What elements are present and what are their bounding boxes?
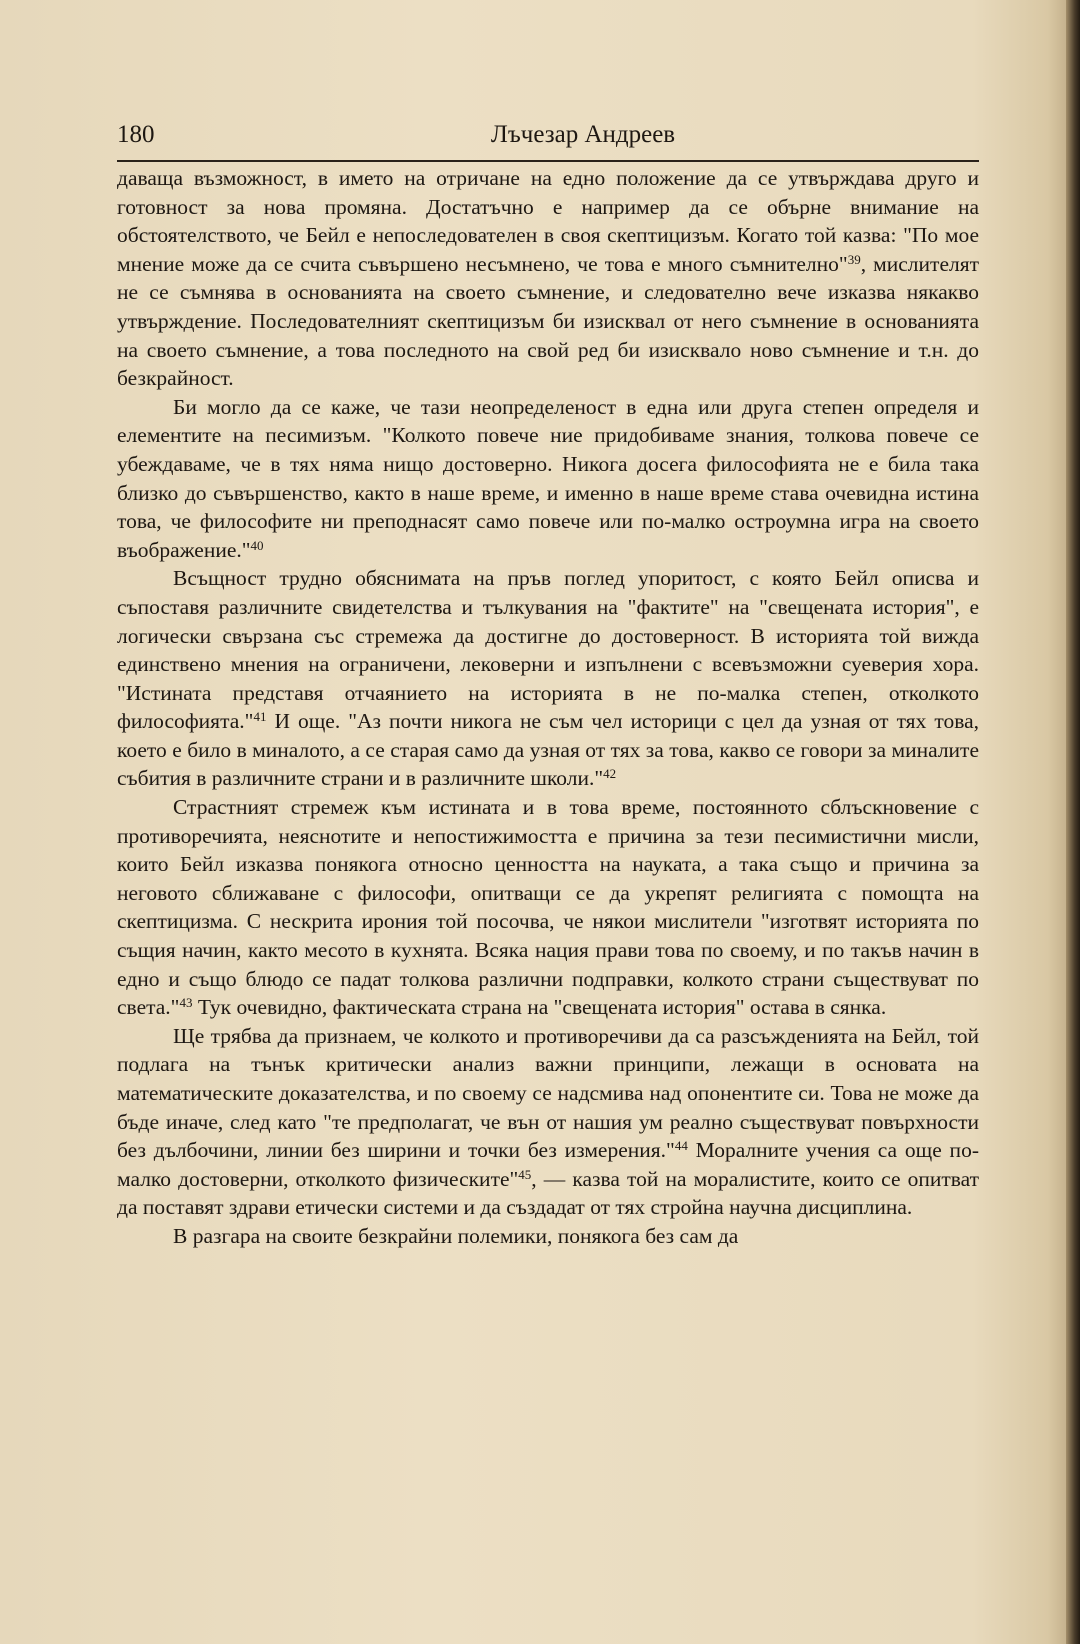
paragraph [117, 164, 979, 393]
paragraph-text: Тук очевидно, фактическата страна на "свещената история" остава в сянка. [192, 995, 887, 1020]
paragraph [117, 393, 979, 565]
paragraph-text: В разгара на своите безкрайни полемики, понякога без сам да [173, 1223, 739, 1248]
footnote-ref: 45 [518, 1166, 532, 1182]
paragraph [117, 564, 979, 793]
footnote-ref: 44 [674, 1138, 688, 1154]
paragraph-text: , мислителят не се съмнява в основанията на своето съмнение, и следователно вече изказва някакво утвърждение. Последователният скептицизъм би изисквал от него съмнение в основанията на своето съмнение, а това последното на свой ред би изисквало ново съмнение и т.н. до безкрайност. [117, 251, 979, 391]
header-rule [117, 160, 979, 162]
body-text [117, 164, 979, 1251]
paragraph-text: , — казва той на моралистите, които се опитват да поставят здрави етически системи и да създадат от тях стройна научна дисциплина. [117, 1166, 979, 1220]
footnote-ref: 39 [847, 251, 861, 267]
paragraph-text: Всъщност трудно обяснимата на пръв поглед упоритост, с която Бейл описва и съпоставя различните свидетелства и тълкувания на "фактите" на "свещената история", е логически свързана със стремежа да достигне до достоверност. В историята той вижда единствено мнения на ограничени, лековерни и изпълнени с всевъзможни суеверия хора. "Истината представя отчаянието на историята в не по-малка степен, отколкото философията." [117, 566, 979, 734]
paragraph-text: И още. "Аз почти никога не съм чел историци с цел да узная от тях това, което е било в миналото, а се старая само да узная от тях за това, какво се говори за миналите събития в различните страни и в различните школи." [117, 709, 979, 791]
paragraph [117, 793, 979, 1022]
page-number: 180 [117, 121, 155, 148]
footnote-ref: 40 [250, 537, 264, 553]
paragraph-text: Би могло да се каже, че тази неопределеност в една или друга степен определя и елементите на песимизъм. "Колкото повече ние придобиваме знания, толкова повече се убеждаваме, че в тях няма нищо достоверно. Никога досега философията не е била така близко до съвършенство, както в наше време, и именно в наше време става очевидна истина това, че философите ни преподнасят само повече или по-малко остроумна игра на своето въображение." [117, 394, 979, 562]
page-header [117, 118, 979, 160]
paragraph [117, 1222, 979, 1251]
footnote-ref: 41 [253, 709, 267, 725]
running-title: Лъчезар Андреев [490, 121, 676, 148]
footnote-ref: 43 [179, 995, 193, 1011]
paragraph-text: Ще трябва да признаем, че колкото и противоречиви да са разсъжденията на Бейл, той подлага на тънък критически анализ важни принципи, лежащи в основата на математическите доказателства, и по своему се надсмива над опонентите си. Това не може да бъде иначе, след като "те предполагат, че вън от нашия ум реално съществуват повърхности без дълбочини, линии без ширини и точки без измерения." [117, 1023, 979, 1163]
paragraph [117, 1022, 979, 1222]
paragraph-text: даваща възможност, в името на отричане на едно положение да се утвърждава друго и готовност за нова промяна. Достатъчно е например да се обърне внимание на обстоятелството, че Бейл е непоследователен в своя скептицизъм. Когато той казва: "По мое мнение може да се счита съвършено несъмнено, че това е много съмнително" [117, 166, 979, 276]
paragraph-text: Моралните учения са още по-малко достоверни, отколкото физическите" [117, 1138, 979, 1191]
book-spine-edge [1066, 0, 1080, 1644]
footnote-ref: 42 [603, 766, 617, 782]
paragraph-text: Страстният стремеж към истината и в това време, постоянното сблъскновение с противоречията, неяснотите и непостижимостта е причина за тези песимистични мисли, които Бейл изказва понякога относно ценността на науката, а така също и причина за неговото сближаване с философи, опитващи се да укрепят религията с помощта на скептицизма. С нескрита ирония той посочва, че някои мислители "изготвят историята по същия начин, както месото в кухнята. Всяка нация прави това по своему, и по такъв начин в едно и също блюдо се падат толкова различни подправки, колкото страни съществуват по света." [117, 795, 979, 1020]
